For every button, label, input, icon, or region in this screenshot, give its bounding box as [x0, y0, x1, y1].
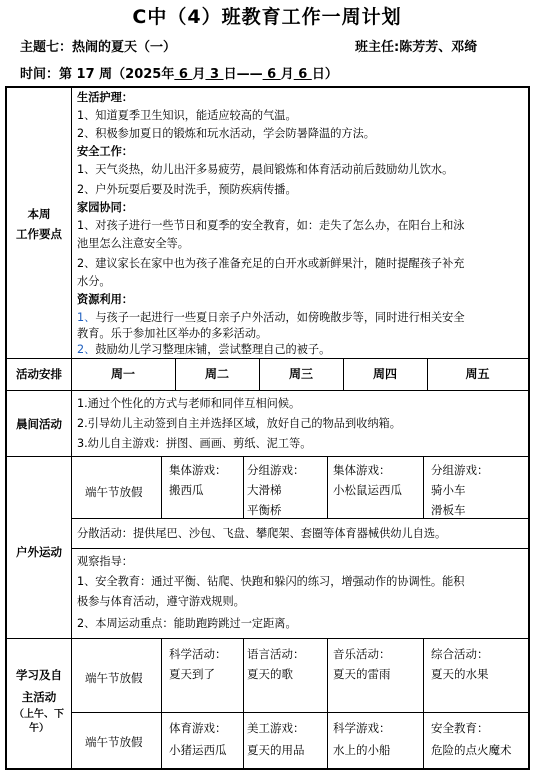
outdoor-friday-item: 骑小车	[431, 483, 466, 497]
column-divider	[161, 638, 162, 770]
focus-label-line: 工作要点	[16, 227, 62, 241]
study-am-wednesday: 夏天的歌	[247, 667, 293, 681]
column-divider	[327, 456, 328, 518]
day-monday: 周一	[110, 367, 135, 381]
time-prefix: 时间：第 17 周（2025年	[20, 67, 175, 82]
study-pm-wednesday-title: 美工游戏：	[247, 721, 305, 735]
study-am-friday: 夏天的水果	[431, 667, 489, 681]
home-item: 2、建议家长在家中也为孩子准备充足的白开水或新鲜果汁，随时提醒孩子补充	[77, 257, 465, 270]
study-pm-friday: 危险的点火魔术	[431, 743, 512, 757]
outdoor-monday: 端午节放假	[85, 485, 143, 499]
page-title: C中（4）班教育工作一周计划	[132, 6, 402, 28]
theme-label: 主题七：热闹的夏天（一）	[20, 40, 177, 55]
outdoor-wednesday-item: 平衡桥	[247, 503, 282, 517]
observation-title: 观察指导：	[77, 555, 133, 568]
column-divider	[161, 456, 162, 518]
row-divider	[7, 390, 528, 391]
study-am-tuesday-title: 科学活动：	[169, 647, 227, 661]
row-divider	[71, 712, 528, 713]
resource-item	[77, 340, 330, 360]
time-month-label-2: 月	[280, 67, 294, 82]
study-label-line: （上午、下	[14, 709, 64, 720]
time-day-start: 3	[205, 67, 224, 82]
observation-item: 1、安全教育：通过平衡、钻爬、快跑和躲闪的练习，增强动作的协调性。能积	[77, 575, 465, 588]
day-friday: 周五	[465, 367, 490, 381]
safety-item: 2、户外玩耍后要及时洗手，预防疾病传播。	[77, 183, 297, 196]
row-divider	[7, 456, 528, 457]
row-divider	[71, 548, 528, 549]
morning-item: 1.通过个性化的方式与老师和同伴互相问候。	[77, 397, 301, 410]
observation-item: 极参与体育活动，遵守游戏规则。	[77, 595, 245, 608]
outdoor-friday-title: 分组游戏：	[431, 463, 489, 477]
study-pm-wednesday: 夏天的用品	[247, 743, 305, 757]
study-label	[7, 664, 71, 736]
time-month-start: 6	[174, 67, 193, 82]
outdoor-label: 户外运动	[16, 545, 62, 559]
outdoor-wednesday-title: 分组游戏：	[247, 463, 305, 477]
day-wednesday: 周三	[288, 367, 313, 381]
safety-item: 1、天气炎热，幼儿出汗多易疲劳，晨间锻炼和体育活动前后鼓励幼儿饮水。	[77, 163, 454, 176]
study-pm-thursday: 水上的小船	[333, 743, 391, 757]
resource-title: 资源利用：	[77, 293, 133, 306]
study-am-thursday: 夏天的雷雨	[333, 667, 391, 681]
study-pm-tuesday: 小猪运西瓜	[169, 743, 227, 757]
morning-item: 2.引导幼儿主动签到自主并选择区域，放好自己的物品到收纳箱。	[77, 417, 401, 430]
time-month-label-1: 月	[192, 67, 206, 82]
study-pm-thursday-title: 科学游戏：	[333, 721, 391, 735]
column-divider	[327, 638, 328, 770]
schedule-label: 活动安排	[16, 367, 62, 381]
study-label-line: 午）	[29, 723, 49, 734]
home-item: 池里怎么注意安全等。	[77, 237, 189, 250]
outdoor-scatter: 分散活动：提供尾巴、沙包、飞盘、攀爬架、套圈等体育器械供幼儿自选。	[77, 527, 447, 540]
morning-label: 晨间活动	[16, 417, 62, 431]
outdoor-wednesday-item: 大滑梯	[247, 483, 282, 497]
column-divider	[243, 638, 244, 770]
column-divider	[243, 456, 244, 518]
row-divider	[7, 638, 528, 639]
outdoor-tuesday-title: 集体游戏：	[169, 463, 227, 477]
life-title: 生活护理：	[77, 91, 133, 104]
weekly-plan-table	[5, 86, 530, 770]
safety-title: 安全工作：	[77, 145, 133, 158]
column-divider	[71, 88, 72, 770]
resource-number: 2、	[77, 343, 96, 356]
column-divider	[423, 638, 424, 770]
home-title: 家园协同：	[77, 201, 133, 214]
home-item: 水分。	[77, 275, 111, 288]
resource-number: 1、	[77, 311, 96, 324]
time-range-sep: 日——	[223, 67, 263, 82]
focus-label-line: 本周	[27, 207, 51, 221]
home-item: 1、对孩子进行一些节日和夏季的安全教育，如：走失了怎么办，在阳台上和泳	[77, 219, 465, 232]
study-am-friday-title: 综合活动：	[431, 647, 489, 661]
study-am-thursday-title: 音乐活动：	[333, 647, 391, 661]
focus-label	[7, 204, 71, 244]
study-label-line: 学习及自	[16, 668, 62, 682]
day-tuesday: 周二	[204, 367, 229, 381]
study-pm-tuesday-title: 体育游戏：	[169, 721, 227, 735]
time-day-end: 6	[293, 67, 312, 82]
observation-item: 2、本周运动重点：能助跑跨跳过一定距离。	[77, 617, 297, 630]
life-item: 2、积极参加夏日的锻炼和玩水活动，学会防暑降温的方法。	[77, 127, 375, 140]
time-suffix: 日）	[311, 67, 338, 82]
teacher-label: 班主任:陈芳芳、邓绮	[355, 40, 478, 55]
study-pm-friday-title: 安全教育：	[431, 721, 489, 735]
study-pm-monday: 端午节放假	[85, 735, 143, 749]
time-label	[20, 63, 338, 82]
resource-text: 鼓励幼儿学习整理床铺，尝试整理自己的被子。	[95, 343, 331, 356]
study-am-monday: 端午节放假	[85, 671, 143, 685]
resource-text: 与孩子一起进行一些夏日亲子户外活动，如傍晚散步等，同时进行相关安全	[95, 311, 465, 324]
column-divider	[423, 456, 424, 518]
outdoor-thursday-title: 集体游戏：	[333, 463, 391, 477]
day-thursday: 周四	[372, 367, 397, 381]
study-label-line: 主活动	[21, 690, 57, 704]
life-item: 1、知道夏季卫生知识，能适应较高的气温。	[77, 109, 297, 122]
outdoor-thursday-item: 小松鼠运西瓜	[333, 483, 402, 497]
study-am-wednesday-title: 语言活动：	[247, 647, 305, 661]
outdoor-friday-item: 滑板车	[431, 503, 466, 517]
time-month-end: 6	[262, 67, 281, 82]
resource-item: 教育。乐于参加社区举办的多彩活动。	[77, 327, 268, 340]
study-am-tuesday: 夏天到了	[169, 667, 215, 681]
outdoor-tuesday-item: 搬西瓜	[169, 483, 204, 497]
morning-item: 3.幼儿自主游戏：拼图、画画、剪纸、泥工等。	[77, 437, 312, 450]
